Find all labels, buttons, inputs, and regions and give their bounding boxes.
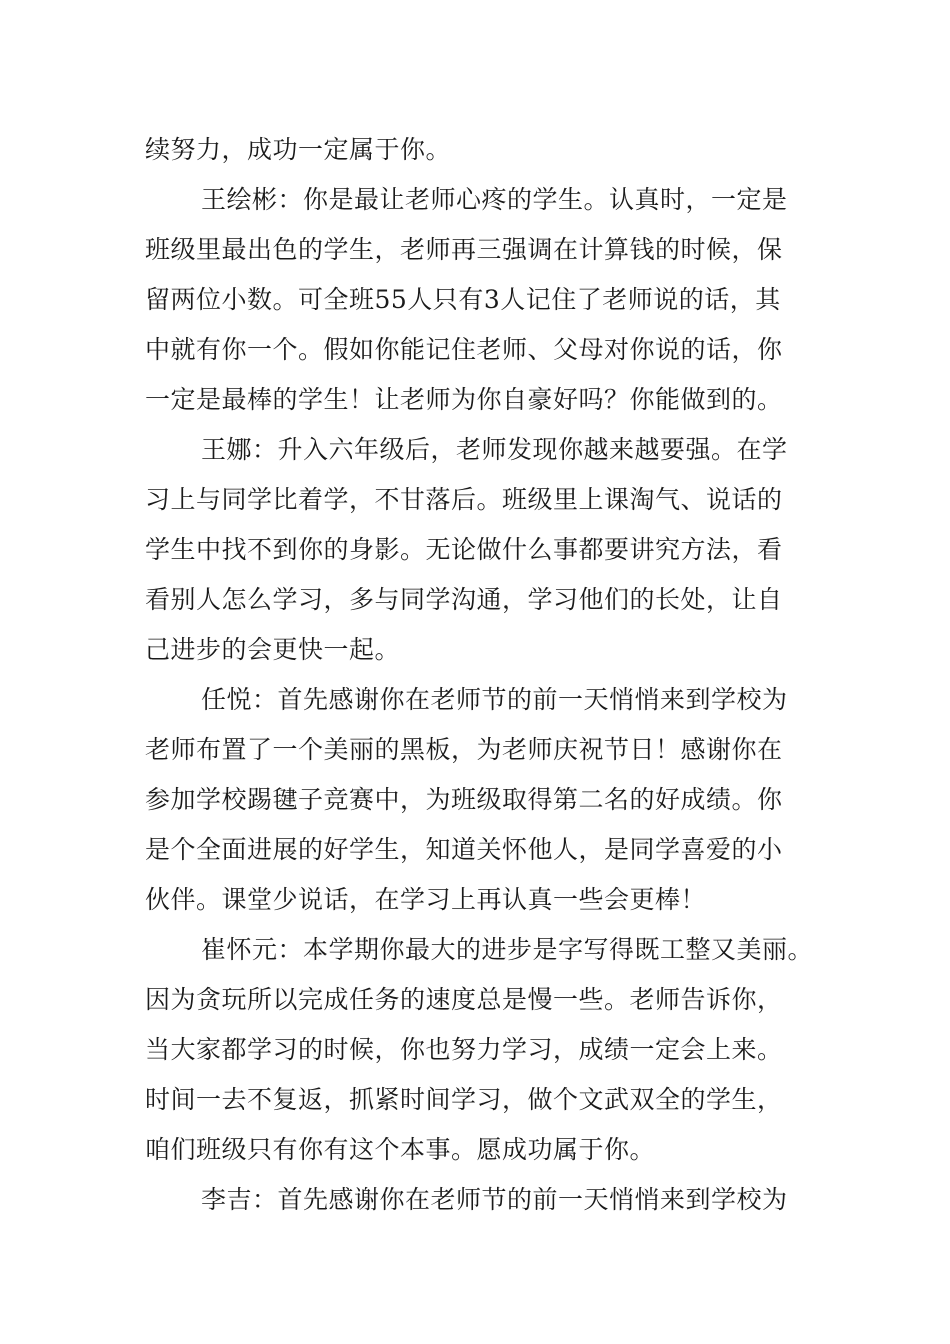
text-line: 伙伴。课堂少说话，在学习上再认真一些会更棒！: [145, 885, 707, 914]
text-line: 咱们班级只有你有这个本事。愿成功属于你。: [145, 1135, 656, 1164]
text-line: 王绘彬：你是最让老师心疼的学生。认真时，一定是: [201, 185, 788, 214]
text-line: 王娜：升入六年级后，老师发现你越来越要强。在学: [201, 435, 788, 464]
text-line: 是个全面进展的好学生，知道关怀他人，是同学喜爱的小: [145, 835, 783, 864]
text-line: 时间一去不复返，抓紧时间学习，做个文武双全的学生，: [145, 1085, 783, 1114]
text-line: 任悦：首先感谢你在老师节的前一天悄悄来到学校为: [201, 685, 788, 714]
text-line: 看别人怎么学习，多与同学沟通，学习他们的长处，让自: [145, 585, 783, 614]
text-line: 李吉：首先感谢你在老师节的前一天悄悄来到学校为: [201, 1185, 788, 1214]
text-line: 班级里最出色的学生，老师再三强调在计算钱的时候，保: [145, 235, 783, 264]
text-line: 学生中找不到你的身影。无论做什么事都要讲究方法，看: [145, 535, 783, 564]
text-line: 己进步的会更快一起。: [145, 635, 401, 664]
text-line: 习上与同学比着学，不甘落后。班级里上课淘气、说话的: [145, 485, 783, 514]
text-line: 一定是最棒的学生！让老师为你自豪好吗？你能做到的。: [145, 385, 783, 414]
text-line: 因为贪玩所以完成任务的速度总是慢一些。老师告诉你，: [145, 985, 783, 1014]
text-line: 当大家都学习的时候，你也努力学习，成绩一定会上来。: [145, 1035, 783, 1064]
text-line: 崔怀元：本学期你最大的进步是字写得既工整又美丽。: [201, 935, 814, 964]
text-line: 续努力，成功一定属于你。: [145, 135, 452, 164]
text-line: 留两位小数。可全班55人只有3人记住了老师说的话，其: [145, 285, 781, 314]
text-line: 老师布置了一个美丽的黑板，为老师庆祝节日！感谢你在: [145, 735, 783, 764]
text-line: 参加学校踢毽子竞赛中，为班级取得第二名的好成绩。你: [145, 785, 783, 814]
text-line: 中就有你一个。假如你能记住老师、父母对你说的话，你: [145, 335, 783, 364]
